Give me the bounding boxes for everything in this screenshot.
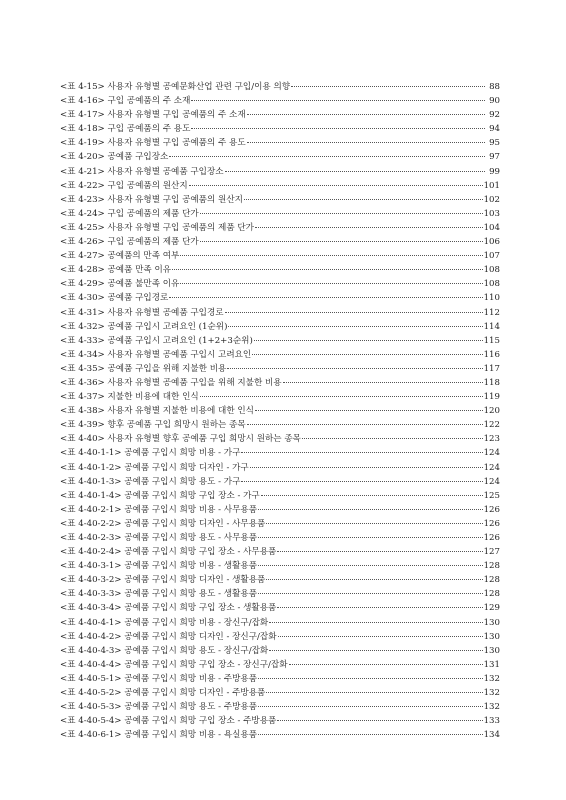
toc-entry[interactable] bbox=[60, 390, 500, 404]
toc-entry-page-number: 95 bbox=[489, 138, 500, 149]
toc-entry-title: <표 4-40-3-2> 공예품 구입시 희망 디자인 - 생활용품 bbox=[60, 575, 266, 586]
toc-entry-page-number: 126 bbox=[483, 518, 500, 529]
dot-leader bbox=[191, 128, 485, 129]
dot-leader bbox=[200, 213, 483, 214]
toc-entry[interactable] bbox=[60, 475, 500, 489]
toc-entry-page-number: 104 bbox=[483, 222, 500, 233]
toc-entry[interactable] bbox=[60, 376, 500, 390]
toc-entry-page-number: 125 bbox=[483, 490, 500, 501]
dot-leader bbox=[247, 142, 485, 143]
toc-entry-page-number: 126 bbox=[483, 504, 500, 515]
toc-entry[interactable] bbox=[60, 165, 500, 179]
dot-leader bbox=[269, 622, 482, 623]
toc-entry-page-number: 99 bbox=[489, 166, 500, 177]
toc-entry-title: <표 4-37> 지불한 비용에 대한 인식 bbox=[60, 392, 199, 403]
dot-leader bbox=[228, 326, 482, 327]
toc-entry-title: <표 4-40-1-4> 공예품 구입시 희망 구입 장소 - 가구 bbox=[60, 490, 260, 501]
toc-entry-page-number: 90 bbox=[489, 96, 500, 107]
toc-entry-title: <표 4-16> 구입 공예품의 주 소재 bbox=[60, 96, 191, 107]
toc-entry-title: <표 4-36> 사용자 유형별 공예품 구입을 위해 지불한 비용 bbox=[60, 377, 282, 388]
toc-entry[interactable] bbox=[60, 714, 500, 728]
dot-leader bbox=[289, 664, 483, 665]
toc-entry-title: <표 4-40-1-3> 공예품 구입시 희망 용도 - 가구 bbox=[60, 476, 241, 487]
toc-entry[interactable] bbox=[60, 108, 500, 122]
dot-leader bbox=[189, 185, 483, 186]
toc-entry[interactable] bbox=[60, 573, 500, 587]
toc-entry-title: <표 4-40-4-1> 공예품 구입시 희망 비용 - 장신구/잡화 bbox=[60, 617, 269, 628]
dot-leader bbox=[247, 424, 483, 425]
toc-entry[interactable] bbox=[60, 630, 500, 644]
toc-entry-page-number: 132 bbox=[483, 673, 500, 684]
toc-entry[interactable] bbox=[60, 616, 500, 630]
toc-entry-title: <표 4-40-2-3> 공예품 구입시 희망 용도 - 사무용품 bbox=[60, 533, 258, 543]
dot-leader bbox=[261, 495, 483, 496]
toc-entry-title: <표 4-33> 공예품 구입시 고려요인 (1+2+3순위) bbox=[60, 335, 253, 346]
toc-entry-title: <표 4-40-4-2> 공예품 구입시 희망 디자인 - 장신구/잡화 bbox=[60, 631, 277, 642]
dot-leader bbox=[191, 100, 485, 101]
toc-entry-page-number: 130 bbox=[483, 631, 500, 642]
toc-entry[interactable] bbox=[60, 461, 500, 475]
toc-entry-page-number: 92 bbox=[489, 110, 500, 121]
dot-leader bbox=[258, 509, 483, 510]
toc-entry[interactable] bbox=[60, 559, 500, 573]
toc-entry-page-number: 119 bbox=[483, 392, 500, 403]
toc-entry-page-number: 124 bbox=[483, 462, 500, 473]
toc-entry-page-number: 133 bbox=[483, 716, 500, 727]
toc-entry-title: <표 4-22> 구입 공예품의 원산지 bbox=[60, 180, 188, 191]
toc-entry-page-number: 123 bbox=[483, 434, 500, 445]
toc-entry[interactable] bbox=[60, 587, 500, 601]
toc-entry[interactable] bbox=[60, 686, 500, 700]
toc-entry-page-number: 130 bbox=[483, 645, 500, 656]
dot-leader bbox=[180, 255, 482, 256]
toc-entry[interactable] bbox=[60, 179, 500, 193]
toc-entry-title: <표 4-30> 공예품 구입경로 bbox=[60, 293, 169, 304]
dot-leader bbox=[241, 481, 482, 482]
toc-entry[interactable] bbox=[60, 362, 500, 376]
dot-leader bbox=[258, 706, 483, 707]
dot-leader bbox=[302, 438, 483, 439]
table-of-contents bbox=[60, 80, 500, 742]
dot-leader bbox=[169, 156, 485, 157]
dot-leader bbox=[255, 410, 483, 411]
toc-entry[interactable] bbox=[60, 658, 500, 672]
dot-leader bbox=[255, 227, 483, 228]
toc-entry-page-number: 108 bbox=[483, 279, 500, 290]
toc-entry-title: <표 4-26> 구입 공예품의 제품 단가 bbox=[60, 237, 199, 248]
dot-leader bbox=[277, 720, 482, 721]
toc-entry-title: <표 4-19> 사용자 유형별 구입 공예품의 주 용도 bbox=[60, 138, 246, 149]
toc-entry-page-number: 131 bbox=[483, 659, 500, 670]
toc-entry-page-number: 117 bbox=[483, 363, 500, 374]
toc-entry-title: <표 4-40-2-4> 공예품 구입시 희망 구입 장소 - 사무용품 bbox=[60, 547, 277, 558]
dot-leader bbox=[225, 171, 485, 172]
dot-leader bbox=[252, 354, 482, 355]
toc-entry-page-number: 102 bbox=[483, 194, 500, 205]
dot-leader bbox=[244, 199, 483, 200]
dot-leader bbox=[258, 734, 483, 735]
dot-leader bbox=[247, 114, 485, 115]
toc-entry-page-number: 112 bbox=[483, 307, 500, 318]
toc-entry[interactable] bbox=[60, 334, 500, 348]
toc-entry[interactable] bbox=[60, 207, 500, 221]
toc-entry-page-number: 134 bbox=[483, 730, 500, 741]
toc-entry[interactable] bbox=[60, 122, 500, 136]
toc-entry-title: <표 4-24> 구입 공예품의 제품 단가 bbox=[60, 208, 199, 219]
dot-leader bbox=[258, 565, 483, 566]
toc-entry[interactable] bbox=[60, 446, 500, 460]
toc-entry[interactable] bbox=[60, 80, 500, 94]
toc-entry-page-number: 108 bbox=[483, 265, 500, 276]
toc-entry-title: <표 4-25> 사용자 유형별 구입 공예품의 제품 단가 bbox=[60, 222, 254, 233]
dot-leader bbox=[258, 537, 483, 538]
toc-entry-title: <표 4-32> 공예품 구입시 고려요인 (1순위) bbox=[60, 321, 228, 332]
toc-entry-page-number: 130 bbox=[483, 617, 500, 628]
toc-entry-page-number: 118 bbox=[483, 377, 500, 388]
toc-entry-page-number: 122 bbox=[483, 420, 500, 431]
dot-leader bbox=[258, 593, 483, 594]
toc-entry[interactable] bbox=[60, 306, 500, 320]
toc-entry-title: <표 4-21> 사용자 유형별 공예품 구입장소 bbox=[60, 166, 224, 177]
toc-entry-page-number: 107 bbox=[483, 251, 500, 262]
toc-entry-title: <표 4-38> 사용자 유형별 지불한 비용에 대한 인식 bbox=[60, 406, 254, 417]
toc-entry-page-number: 120 bbox=[483, 406, 500, 417]
toc-entry-page-number: 97 bbox=[489, 152, 500, 163]
toc-entry-title: <표 4-20> 공예품 구입장소 bbox=[60, 152, 169, 163]
toc-entry[interactable] bbox=[60, 432, 500, 446]
toc-entry-title: <표 4-15> 사용자 유형별 공예문화산업 관련 구입/이용 의향 bbox=[60, 82, 291, 92]
toc-entry-title: <표 4-31> 사용자 유형별 공예품 구입경로 bbox=[60, 307, 224, 318]
toc-entry[interactable] bbox=[60, 644, 500, 658]
toc-entry-title: <표 4-40-2-2> 공예품 구입시 희망 디자인 - 사무용품 bbox=[60, 518, 266, 529]
toc-entry-title: <표 4-27> 공예품의 만족 여부 bbox=[60, 251, 180, 262]
toc-entry-title: <표 4-40-1-2> 공예품 구입시 희망 디자인 - 가구 bbox=[60, 462, 249, 473]
toc-entry[interactable] bbox=[60, 94, 500, 108]
dot-leader bbox=[277, 607, 482, 608]
toc-entry-page-number: 103 bbox=[483, 208, 500, 219]
dot-leader bbox=[266, 523, 482, 524]
toc-entry-title: <표 4-17> 사용자 유형별 구입 공예품의 주 소재 bbox=[60, 110, 246, 121]
toc-entry[interactable] bbox=[60, 531, 500, 545]
toc-entry-page-number: 124 bbox=[483, 476, 500, 487]
toc-entry-page-number: 127 bbox=[483, 547, 500, 558]
toc-entry-title: <표 4-40-6-1> 공예품 구입시 희망 비용 - 욕실용품 bbox=[60, 730, 258, 741]
dot-leader bbox=[277, 551, 482, 552]
toc-entry-title: <표 4-23> 사용자 유형별 구입 공예품의 원산지 bbox=[60, 194, 243, 205]
dot-leader bbox=[180, 283, 482, 284]
toc-entry-title: <표 4-40-5-3> 공예품 구입시 희망 용도 - 주방용품 bbox=[60, 702, 258, 713]
toc-entry[interactable] bbox=[60, 235, 500, 249]
dot-leader bbox=[250, 467, 483, 468]
toc-entry-page-number: 129 bbox=[483, 603, 500, 614]
toc-entry-title: <표 4-40> 사용자 유형별 향후 공예품 구입 희망시 원하는 종목 bbox=[60, 434, 301, 445]
toc-entry-page-number: 126 bbox=[483, 533, 500, 543]
toc-entry-title: <표 4-40-2-1> 공예품 구입시 희망 비용 - 사무용품 bbox=[60, 504, 258, 515]
toc-entry[interactable] bbox=[60, 136, 500, 150]
dot-leader bbox=[283, 382, 483, 383]
toc-entry[interactable] bbox=[60, 277, 500, 291]
toc-entry-title: <표 4-40-3-4> 공예품 구입시 희망 구입 장소 - 생활용품 bbox=[60, 603, 277, 614]
dot-leader bbox=[200, 396, 483, 397]
dot-leader bbox=[172, 269, 483, 270]
toc-entry-page-number: 106 bbox=[483, 237, 500, 248]
toc-entry-title: <표 4-28> 공예품 만족 이유 bbox=[60, 265, 172, 276]
toc-entry-page-number: 88 bbox=[489, 82, 500, 92]
toc-entry[interactable] bbox=[60, 193, 500, 207]
toc-entry-page-number: 94 bbox=[489, 124, 500, 135]
toc-entry[interactable] bbox=[60, 601, 500, 615]
toc-entry-title: <표 4-34> 사용자 유형별 공예품 구입시 고려요인 bbox=[60, 349, 252, 360]
dot-leader bbox=[227, 368, 482, 369]
dot-leader bbox=[269, 650, 482, 651]
toc-entry-title: <표 4-40-3-3> 공예품 구입시 희망 용도 - 생활용품 bbox=[60, 589, 258, 600]
toc-entry[interactable] bbox=[60, 263, 500, 277]
toc-entry-page-number: 132 bbox=[483, 688, 500, 699]
toc-entry[interactable] bbox=[60, 728, 500, 742]
toc-entry[interactable] bbox=[60, 249, 500, 263]
toc-entry-title: <표 4-29> 공예품 불만족 이유 bbox=[60, 279, 180, 290]
toc-entry[interactable] bbox=[60, 503, 500, 517]
toc-entry-page-number: 101 bbox=[483, 180, 500, 191]
dot-leader bbox=[241, 452, 482, 453]
toc-entry[interactable] bbox=[60, 545, 500, 559]
toc-entry[interactable] bbox=[60, 489, 500, 503]
toc-entry[interactable] bbox=[60, 418, 500, 432]
toc-entry-page-number: 110 bbox=[483, 293, 500, 304]
toc-entry-title: <표 4-40-4-3> 공예품 구입시 희망 용도 - 장신구/잡화 bbox=[60, 645, 269, 656]
dot-leader bbox=[278, 636, 483, 637]
toc-entry-title: <표 4-40-4-4> 공예품 구입시 희망 구입 장소 - 장신구/잡화 bbox=[60, 659, 288, 670]
toc-entry[interactable] bbox=[60, 404, 500, 418]
toc-entry[interactable] bbox=[60, 150, 500, 164]
dot-leader bbox=[200, 241, 483, 242]
toc-entry-page-number: 114 bbox=[483, 321, 500, 332]
toc-entry[interactable] bbox=[60, 348, 500, 362]
toc-entry-page-number: 128 bbox=[483, 561, 500, 572]
toc-entry-title: <표 4-39> 향후 공예품 구입 희망시 원하는 종목 bbox=[60, 420, 246, 431]
toc-entry[interactable] bbox=[60, 291, 500, 305]
toc-entry[interactable] bbox=[60, 672, 500, 686]
toc-entry-title: <표 4-35> 공예품 구입을 위해 지불한 비용 bbox=[60, 363, 227, 374]
toc-entry[interactable] bbox=[60, 320, 500, 334]
toc-entry-page-number: 116 bbox=[483, 349, 500, 360]
dot-leader bbox=[258, 678, 483, 679]
toc-entry-page-number: 124 bbox=[483, 448, 500, 459]
toc-entry-page-number: 128 bbox=[483, 589, 500, 600]
toc-entry[interactable] bbox=[60, 517, 500, 531]
toc-entry-title: <표 4-18> 구입 공예품의 주 용도 bbox=[60, 124, 191, 135]
toc-entry-page-number: 132 bbox=[483, 702, 500, 713]
dot-leader bbox=[291, 86, 485, 87]
toc-entry-page-number: 128 bbox=[483, 575, 500, 586]
toc-entry[interactable] bbox=[60, 700, 500, 714]
toc-entry-page-number: 115 bbox=[483, 335, 500, 346]
dot-leader bbox=[225, 312, 483, 313]
toc-entry-title: <표 4-40-1-1> 공예품 구입시 희망 비용 - 가구 bbox=[60, 448, 241, 459]
dot-leader bbox=[254, 340, 483, 341]
toc-entry-title: <표 4-40-5-4> 공예품 구입시 희망 구입 장소 - 주방용품 bbox=[60, 716, 277, 727]
toc-entry-title: <표 4-40-5-2> 공예품 구입시 희망 디자인 - 주방용품 bbox=[60, 688, 266, 699]
toc-entry-title: <표 4-40-3-1> 공예품 구입시 희망 비용 - 생활용품 bbox=[60, 561, 258, 572]
dot-leader bbox=[266, 692, 482, 693]
toc-entry[interactable] bbox=[60, 221, 500, 235]
toc-entry-title: <표 4-40-5-1> 공예품 구입시 희망 비용 - 주방용품 bbox=[60, 673, 258, 684]
dot-leader bbox=[266, 579, 482, 580]
dot-leader bbox=[169, 297, 482, 298]
